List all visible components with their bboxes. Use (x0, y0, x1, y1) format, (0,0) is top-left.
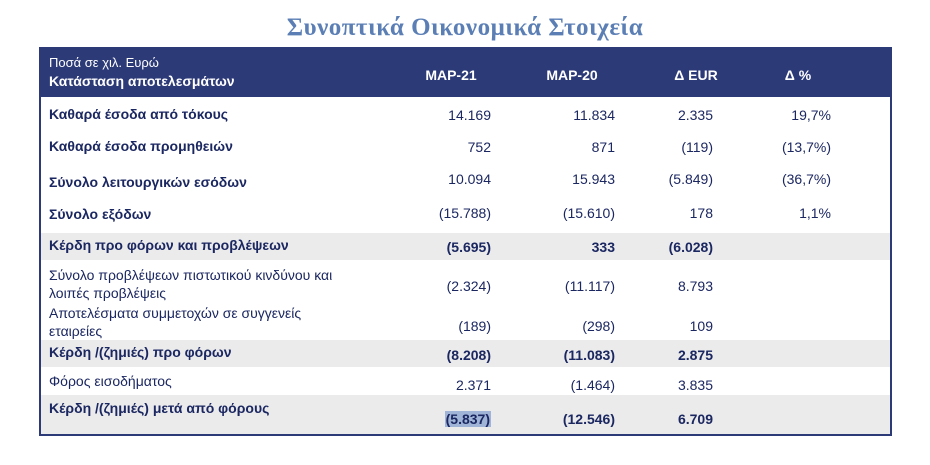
cell-mar20: (1.464) (570, 377, 615, 393)
cell-mar20: 11.834 (573, 107, 615, 123)
cell-mar20: 15.943 (572, 171, 615, 187)
table-row (41, 131, 890, 163)
amount-unit-caption: Ποσά σε χιλ. Ευρώ (49, 55, 159, 70)
table-row (41, 233, 890, 260)
cell-delta-eur: 178 (689, 205, 713, 221)
cell-delta-eur: 3.835 (677, 377, 713, 393)
cell-mar20: (15.610) (562, 205, 615, 221)
cell-mar21: 14.169 (448, 107, 491, 123)
cell-delta-eur: (6.028) (668, 239, 713, 255)
cell-mar21: 2.371 (455, 377, 491, 393)
table-row (41, 302, 890, 340)
cell-delta-eur: 2.875 (677, 347, 713, 363)
cell-mar21: 10.094 (448, 171, 491, 187)
cell-mar20: (11.117) (564, 278, 615, 294)
table-row (41, 262, 890, 302)
table-row (41, 199, 890, 231)
row-label-line2: εταιρείες (49, 323, 103, 339)
row-label: Κέρδη /(ζημιές) μετά από φόρους (49, 400, 270, 416)
table-row (41, 340, 890, 367)
cell-delta-eur: (119) (681, 139, 713, 155)
cell-mar21: (2.324) (446, 278, 491, 294)
table-row (41, 395, 890, 434)
table-row (41, 97, 890, 129)
page-title: Συνοπτικά Οικονομικά Στοιχεία (286, 14, 644, 41)
cell-mar21: (5.695) (446, 239, 491, 255)
row-label: Κέρδη προ φόρων και προβλέψεων (49, 237, 289, 253)
financial-summary-table (39, 47, 892, 436)
column-header-mar20: ΜΑΡ-20 (546, 67, 598, 83)
cell-mar21: (8.208) (446, 347, 491, 363)
cell-mar20: (298) (582, 318, 615, 334)
column-header-delta-pct: Δ % (784, 67, 812, 83)
row-label: Καθαρά έσοδα προμηθειών (49, 138, 233, 154)
cell-mar21: 752 (467, 139, 491, 155)
selected-text-highlight[interactable]: (5.837) (445, 411, 490, 427)
column-header-delta-eur: Δ EUR (674, 67, 718, 83)
row-label-line1: Σύνολο προβλέψεων πιστωτικού κινδύνου και (49, 267, 333, 283)
cell-delta-eur: (5.849) (668, 171, 713, 187)
cell-mar21 (411, 411, 491, 427)
row-label: Κέρδη /(ζημιές) προ φόρων (49, 344, 232, 360)
cell-delta-pct: (13,7%) (781, 139, 831, 155)
column-header-mar21: ΜΑΡ-21 (425, 67, 477, 83)
cell-mar20: 871 (591, 139, 615, 155)
cell-mar20: (12.546) (562, 411, 615, 427)
statement-caption: Κατάσταση αποτελεσμάτων (49, 73, 235, 89)
cell-delta-pct: 1,1% (799, 205, 831, 221)
cell-delta-pct: 19,7% (791, 107, 831, 123)
table-header (41, 49, 890, 97)
cell-mar20: (11.083) (563, 347, 615, 363)
table-row (41, 367, 890, 395)
cell-delta-pct: (36,7%) (781, 171, 831, 187)
row-label: Σύνολο λειτουργικών εσόδων (49, 174, 247, 190)
cell-delta-eur: 6.709 (677, 411, 713, 427)
row-label: Φόρος εισοδήματος (49, 373, 172, 389)
cell-mar21: (15.788) (438, 205, 491, 221)
row-label (49, 266, 332, 302)
row-label: Σύνολο εξόδων (49, 206, 152, 222)
cell-mar21: (189) (458, 318, 491, 334)
row-label-line2: λοιπές προβλέψεις (49, 285, 167, 301)
cell-delta-eur: 8.793 (677, 278, 713, 294)
row-label (49, 304, 301, 340)
cell-delta-eur: 109 (689, 318, 713, 334)
cell-delta-eur: 2.335 (677, 107, 713, 123)
cell-mar20: 333 (591, 239, 615, 255)
row-label-line1: Αποτελέσματα συμμετοχών σε συγγενείς (49, 305, 302, 321)
row-label: Καθαρά έσοδα από τόκους (49, 106, 229, 122)
table-row (41, 167, 890, 199)
